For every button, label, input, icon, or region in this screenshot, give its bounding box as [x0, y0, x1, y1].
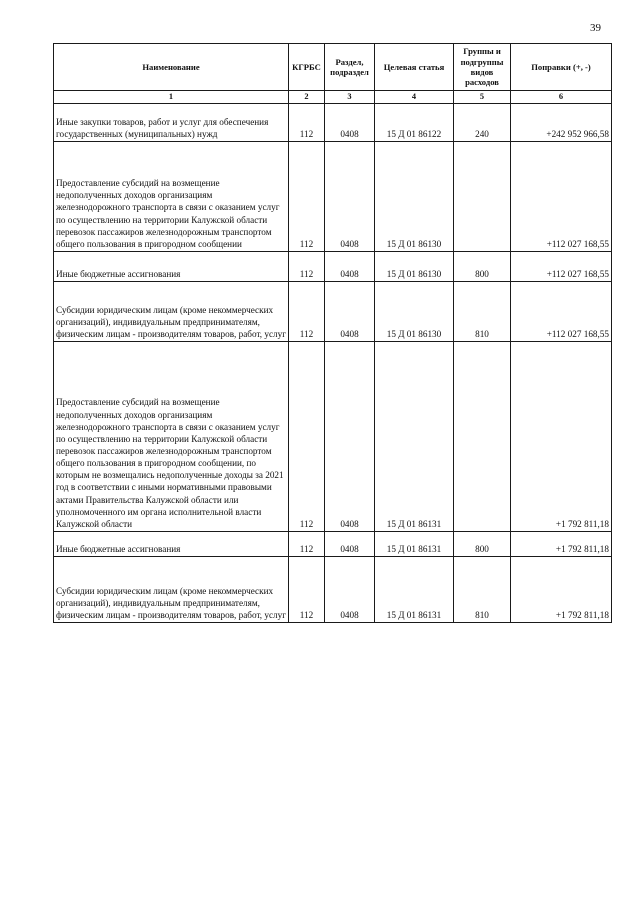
row-name: Иные бюджетные ассигнования	[54, 532, 289, 557]
row-amount: +1 792 811,18	[511, 342, 612, 532]
table-row	[54, 282, 612, 342]
table-row	[54, 342, 612, 532]
row-kgrbs: 112	[289, 532, 325, 557]
row-section: 0408	[325, 252, 375, 282]
table-row	[54, 532, 612, 557]
row-name: Предоставление субсидий на возмещение недополученных доходов организациям железнодорожного транспорта в связи с оказанием услуг по осуществлению на территории Калужской области перевозок пассажиров железнодорожным транспортом общего пользования в пригородном сообщении, по которым не возмещались недополученные доходы за 2021 год в соответствии с иными нормативными правовыми актами Правительства Калужской области или уполномоченного им органа исполнительной власти Калужской области	[54, 342, 289, 532]
row-section: 0408	[325, 282, 375, 342]
row-kgrbs: 112	[289, 557, 325, 623]
header-row	[54, 44, 612, 91]
row-amount: +1 792 811,18	[511, 557, 612, 623]
row-section: 0408	[325, 142, 375, 252]
column-number: 1	[54, 91, 289, 104]
row-section: 0408	[325, 532, 375, 557]
row-group: 810	[454, 282, 511, 342]
row-amount: +1 792 811,18	[511, 532, 612, 557]
row-group	[454, 342, 511, 532]
header-target: Целевая статья	[375, 44, 454, 91]
row-group: 240	[454, 104, 511, 142]
row-target: 15 Д 01 86122	[375, 104, 454, 142]
table-row	[54, 142, 612, 252]
row-amount: +242 952 966,58	[511, 104, 612, 142]
row-kgrbs: 112	[289, 282, 325, 342]
row-section: 0408	[325, 342, 375, 532]
row-amount: +112 027 168,55	[511, 142, 612, 252]
row-kgrbs: 112	[289, 342, 325, 532]
row-target: 15 Д 01 86130	[375, 142, 454, 252]
column-number: 6	[511, 91, 612, 104]
header-amount: Поправки (+, -)	[511, 44, 612, 91]
table-row	[54, 557, 612, 623]
row-target: 15 Д 01 86130	[375, 282, 454, 342]
header-section: Раздел, подраздел	[325, 44, 375, 91]
header-group: Группы и подгруппы видов расходов	[454, 44, 511, 91]
row-target: 15 Д 01 86131	[375, 342, 454, 532]
row-group: 810	[454, 557, 511, 623]
row-target: 15 Д 01 86131	[375, 532, 454, 557]
column-number: 5	[454, 91, 511, 104]
table-row	[54, 252, 612, 282]
row-group: 800	[454, 252, 511, 282]
row-name: Иные бюджетные ассигнования	[54, 252, 289, 282]
row-kgrbs: 112	[289, 104, 325, 142]
row-target: 15 Д 01 86130	[375, 252, 454, 282]
row-target: 15 Д 01 86131	[375, 557, 454, 623]
row-amount: +112 027 168,55	[511, 252, 612, 282]
table-row	[54, 104, 612, 142]
row-kgrbs: 112	[289, 252, 325, 282]
column-number: 3	[325, 91, 375, 104]
header-name: Наименование	[54, 44, 289, 91]
row-name: Предоставление субсидий на возмещение недополученных доходов организациям железнодорожного транспорта в связи с оказанием услуг по осуществлению на территории Калужской области перевозок пассажиров железнодорожным транспортом общего пользования в пригородном сообщении	[54, 142, 289, 252]
row-group	[454, 142, 511, 252]
row-name: Субсидии юридическим лицам (кроме некоммерческих организаций), индивидуальным предпринимателям, физическим лицам - производителям товаров, работ, услуг	[54, 282, 289, 342]
budget-table	[53, 43, 612, 623]
header-kgrbs: КГРБС	[289, 44, 325, 91]
column-number: 2	[289, 91, 325, 104]
row-group: 800	[454, 532, 511, 557]
page-number: 39	[590, 22, 601, 34]
column-number: 4	[375, 91, 454, 104]
row-amount: +112 027 168,55	[511, 282, 612, 342]
row-name: Субсидии юридическим лицам (кроме некоммерческих организаций), индивидуальным предпринимателям, физическим лицам - производителям товаров, работ, услуг	[54, 557, 289, 623]
column-number-row	[54, 91, 612, 104]
row-section: 0408	[325, 557, 375, 623]
row-section: 0408	[325, 104, 375, 142]
row-kgrbs: 112	[289, 142, 325, 252]
row-name: Иные закупки товаров, работ и услуг для обеспечения государственных (муниципальных) нужд	[54, 104, 289, 142]
